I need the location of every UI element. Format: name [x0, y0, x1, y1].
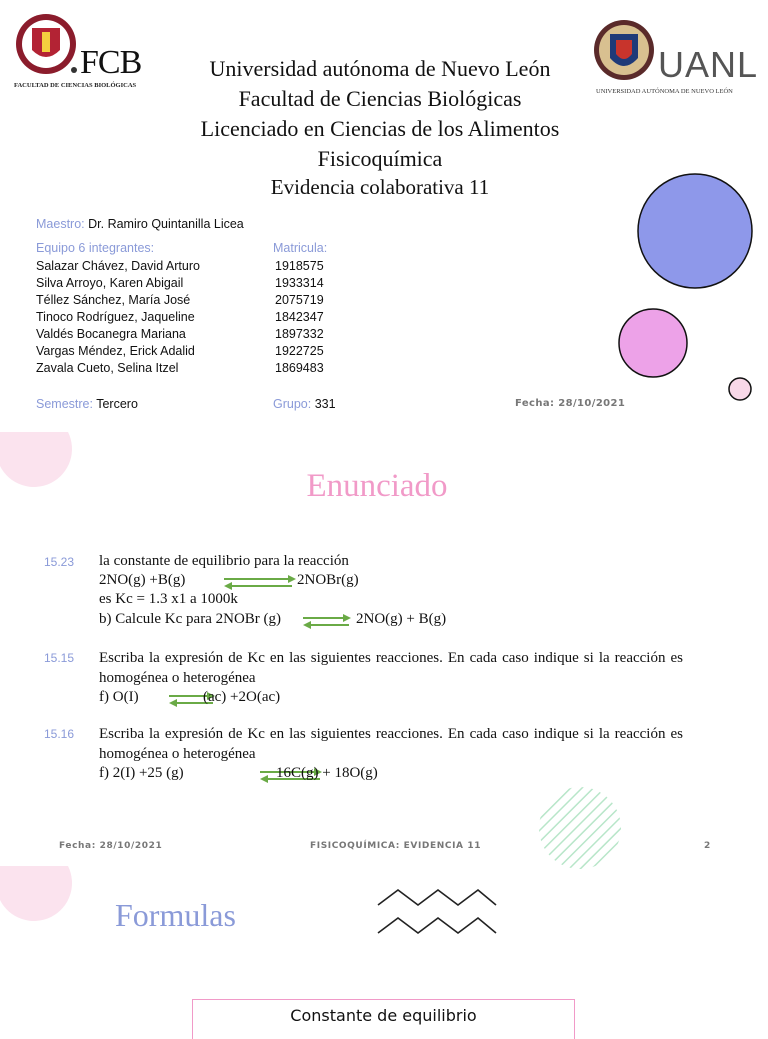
- part-b-right: 2NO(g) + B(g): [356, 611, 447, 627]
- date-label: Fecha: 28/10/2021: [515, 398, 626, 409]
- footer-title: FISICOQUÍMICA: EVIDENCIA 11: [310, 841, 482, 851]
- decor-circle-pink: [619, 309, 687, 377]
- kc-value: es Kc = 1.3 x1 a 1000k: [99, 591, 238, 607]
- fcb-logo-text: FCB: [80, 44, 142, 81]
- member-name: Salazar Chávez, David Arturo: [36, 259, 200, 273]
- semester-value: Tercero: [96, 397, 138, 411]
- section-title-enunciado: Enunciado: [306, 468, 448, 504]
- decor-zigzag-1: [378, 890, 496, 905]
- decor-half-circle-bottom: [0, 866, 72, 921]
- group-row: [273, 397, 336, 411]
- list-item: [36, 275, 356, 292]
- question-text: la constante de equilibrio para la reacción: [99, 553, 349, 569]
- university-title: Universidad autónoma de Nuevo León: [209, 56, 551, 81]
- part-b-left: b) Calcule Kc para 2NOBr (g): [99, 611, 282, 627]
- list-item: [36, 292, 356, 309]
- document-subtitle: Evidencia colaborativa 11: [270, 175, 490, 199]
- decor-circle-small: [729, 378, 751, 400]
- course-title: Fisicoquímica: [317, 146, 443, 171]
- uanl-logo-subtitle: UNIVERSIDAD AUTÓNOMA DE NUEVO LEÓN: [596, 88, 733, 95]
- semester-row: [36, 397, 138, 411]
- question-number: 15.15: [44, 651, 75, 665]
- teacher-name: Dr. Ramiro Quintanilla Licea: [88, 217, 244, 231]
- list-item: [36, 360, 356, 377]
- formula-box: [192, 999, 575, 1039]
- member-id: 2075719: [275, 293, 324, 307]
- teacher-row: [36, 217, 244, 231]
- teacher-label: Maestro:: [36, 217, 85, 231]
- program-title: Licenciado en Ciencias de los Alimentos: [200, 116, 560, 141]
- member-name: Tinoco Rodríguez, Jaqueline: [36, 310, 195, 324]
- member-name: Téllez Sánchez, María José: [36, 293, 191, 307]
- group-label: Grupo:: [273, 397, 312, 411]
- member-id: 1922725: [275, 344, 324, 358]
- page-number: 2: [704, 841, 711, 851]
- id-label: Matricula:: [273, 241, 328, 255]
- list-item: [36, 343, 356, 360]
- member-id: 1933314: [275, 276, 324, 290]
- question-text: Escriba la expresión de Kc en las siguientes reacciones. En cada caso indique si la reacción es homogénea o heterogénea: [99, 726, 683, 762]
- reaction-right: 16C(g) + 18O(g): [276, 765, 378, 781]
- reaction-products: 2NOBr(g): [297, 572, 359, 588]
- members-list: [36, 258, 356, 377]
- member-name: Vargas Méndez, Erick Adalid: [36, 344, 195, 358]
- question-number: 15.23: [44, 555, 75, 569]
- member-id: 1869483: [275, 361, 324, 375]
- semester-label: Semestre:: [36, 397, 93, 411]
- equilibrium-arrow-icon: [301, 612, 353, 630]
- decor-hatched-circle: [539, 787, 621, 869]
- member-id: 1918575: [275, 259, 324, 273]
- member-name: Zavala Cueto, Selina Itzel: [36, 361, 179, 375]
- member-name: Valdés Bocanegra Mariana: [36, 327, 186, 341]
- section-title-formulas: Formulas: [115, 897, 236, 933]
- reaction-reactants: 2NO(g) +B(g): [99, 572, 186, 588]
- reaction-left: f) O(I): [99, 689, 139, 705]
- reaction-right: (ac) +2O(ac): [203, 689, 281, 705]
- member-id: 1897332: [275, 327, 324, 341]
- equilibrium-arrow-icon: [222, 573, 298, 591]
- question-number: 15.16: [44, 727, 75, 741]
- decor-circle-blue: [638, 174, 752, 288]
- faculty-title: Facultad de Ciencias Biológicas: [238, 86, 522, 111]
- formula-box-label: Constante de equilibrio: [290, 1006, 477, 1025]
- footer-date: Fecha: 28/10/2021: [59, 841, 163, 851]
- fcb-logo-subtitle: FACULTAD DE CIENCIAS BIOLÓGICAS: [14, 82, 137, 89]
- member-id: 1842347: [275, 310, 324, 324]
- member-name: Silva Arroyo, Karen Abigail: [36, 276, 184, 290]
- uanl-logo-text: UANL: [658, 44, 759, 85]
- list-item: [36, 326, 356, 343]
- group-value: 331: [314, 397, 336, 411]
- list-item: [36, 258, 356, 275]
- reaction-left: f) 2(I) +25 (g): [99, 765, 184, 781]
- question-text: Escriba la expresión de Kc en las siguientes reacciones. En cada caso indique si la reacción es homogénea o heterogénea: [99, 650, 683, 686]
- list-item: [36, 309, 356, 326]
- members-label: Equipo 6 integrantes:: [36, 241, 155, 255]
- decor-zigzag-2: [378, 918, 496, 933]
